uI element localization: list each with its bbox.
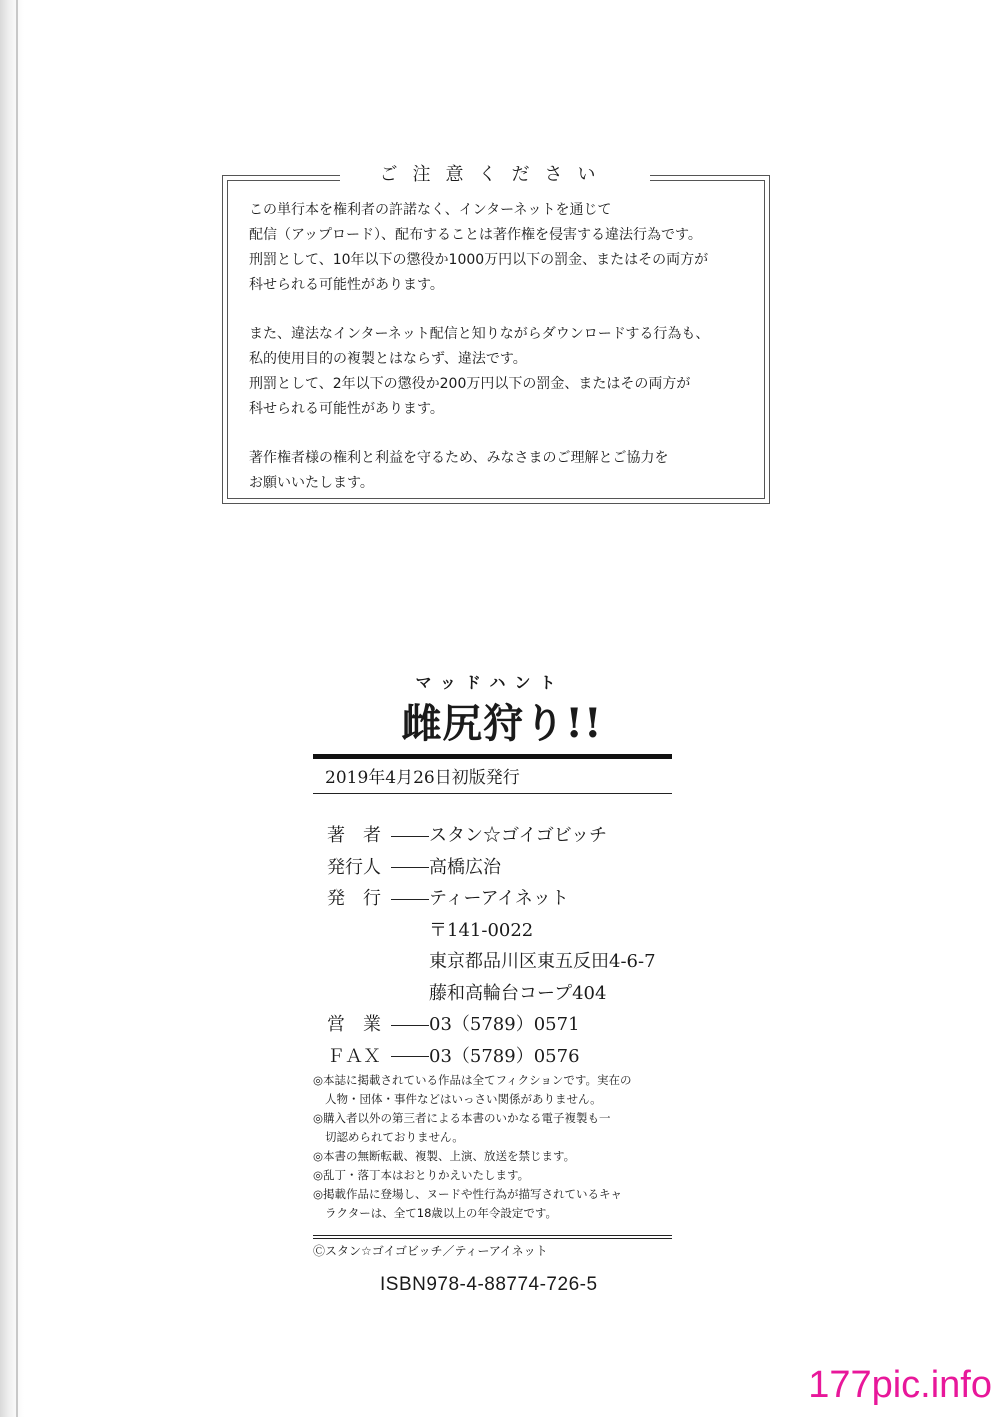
copyright-line: Ⓒスタン☆ゴイゴビッチ／ティーアイネット [313, 1244, 548, 1258]
postal-code: 〒141-0022 [429, 919, 534, 941]
colophon-issuer-row [327, 852, 656, 884]
notice-line: 科せられる可能性があります。 [249, 401, 444, 417]
dash-rule [391, 899, 429, 900]
title-rule [313, 754, 672, 759]
scan-page-edge [0, 0, 24, 1417]
note-line: 人物・団体・事件などはいっさい関係がありません。 [325, 1092, 602, 1106]
colophon [327, 820, 656, 1072]
notice-body [249, 198, 759, 520]
notice-line: 私的使用目的の複製とはならず、違法です。 [249, 351, 527, 367]
fax-label: ＦＡＸ [327, 1045, 381, 1067]
scan-binding-line [16, 0, 18, 1417]
colophon-publisher-row [327, 883, 656, 915]
notice-paragraph-2 [249, 322, 759, 422]
author-name: スタン☆ゴイゴビッチ [429, 825, 608, 846]
notice-line: 科せられる可能性があります。 [249, 277, 444, 293]
dash-rule [391, 867, 429, 868]
author-label: 著 者 [327, 825, 381, 846]
colophon-author-row [327, 820, 656, 852]
notice-paragraph-1 [249, 198, 759, 298]
fax-number: 03（5789）0576 [429, 1045, 580, 1067]
notice-line: また、違法なインターネット配信と知りながらダウンロードする行為も、 [249, 326, 710, 342]
notice-title: ご注意ください [340, 160, 650, 186]
book-title: 雌尻狩り!! [401, 700, 603, 747]
notice-line: 著作権者様の権利と利益を守るため、みなさまのご理解とご協力を [249, 450, 669, 466]
issuer-label: 発行人 [327, 856, 381, 878]
title-ruby: マッドハント [415, 673, 565, 692]
notice-line: 配信（アップロード）、配布することは著作権を侵害する違法行為です。 [249, 227, 702, 243]
note-line: ◎本書の無断転載、複製、上演、放送を禁じます。 [313, 1149, 576, 1163]
publication-date: 2019年4月26日初版発行 [325, 768, 520, 788]
legal-notes [313, 1071, 678, 1223]
sales-phone: 03（5789）0571 [429, 1014, 580, 1035]
site-watermark: 177pic.info [808, 1364, 992, 1406]
notice-paragraph-3 [249, 446, 759, 496]
publisher-name: ティーアイネット [429, 888, 569, 909]
colophon-sales-row [327, 1009, 656, 1041]
dash-rule [391, 1025, 429, 1026]
note-line: ◎掲載作品に登場し、ヌードや性行為が描写されているキャ [313, 1187, 623, 1201]
note-line: ◎乱丁・落丁本はおとりかえいたします。 [313, 1168, 530, 1182]
notice-line: 刑罰として、10年以下の懲役か1000万円以下の罰金、またはその両方が [249, 252, 709, 268]
note-line: ラクターは、全て18歳以上の年令設定です。 [325, 1206, 557, 1220]
notice-line: 刑罰として、2年以下の懲役か200万円以下の罰金、またはその両方が [249, 376, 691, 392]
notes-rule-top [313, 1235, 672, 1236]
dash-rule [391, 836, 429, 837]
notice-line: お願いいたします。 [249, 475, 374, 491]
notes-rule-bottom [313, 1238, 672, 1239]
address-line-1: 東京都品川区東五反田4-6-7 [429, 951, 656, 972]
colophon-fax-row [327, 1041, 656, 1073]
date-rule [313, 793, 672, 794]
dash-rule [391, 1056, 429, 1057]
issuer-name: 高橋広治 [429, 856, 501, 878]
note-line: ◎本誌に掲載されている作品は全てフィクションです。実在の [313, 1073, 632, 1087]
publisher-label: 発 行 [327, 888, 381, 909]
sales-label: 営 業 [327, 1014, 381, 1035]
address-line-2: 藤和高輪台コープ404 [429, 982, 607, 1004]
note-line: ◎購入者以外の第三者による本書のいかなる電子複製も一 [313, 1111, 611, 1125]
notice-line: この単行本を権利者の許諾なく、インターネットを通じて [249, 202, 612, 218]
note-line: 切認められておりません。 [325, 1130, 464, 1144]
isbn: ISBN978-4-88774-726-5 [380, 1274, 598, 1295]
